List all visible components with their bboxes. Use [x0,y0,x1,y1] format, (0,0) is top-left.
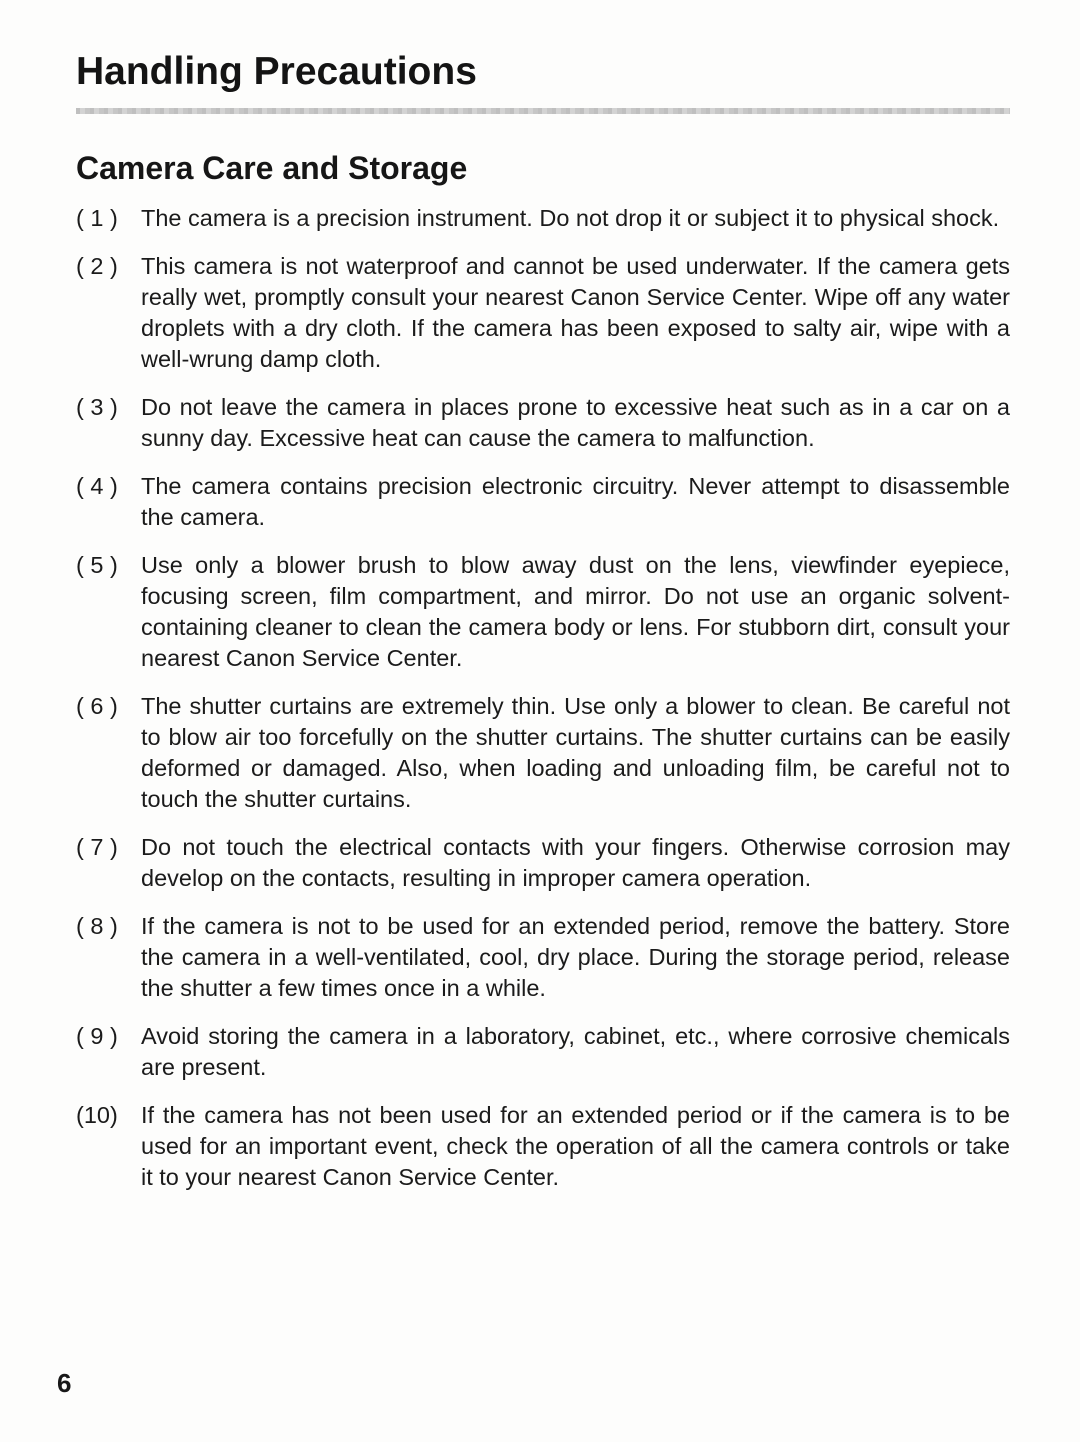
item-text: This camera is not waterproof and cannot be used underwater. If the camera gets really wet, promptly consult your nearest Canon Service Center. Wipe off any water droplets with a dry cloth. If the camera has been exposed to salty air, wipe with a well-wrung damp cloth. [141,253,1010,372]
item-marker: ( 2 ) [76,253,118,279]
item-marker: (10) [76,1102,118,1128]
list-item [76,1021,1010,1083]
item-text: Do not leave the camera in places prone to excessive heat such as in a car on a sunny day. Excessive heat can cause the camera to malfunction. [141,394,1010,451]
list-item [76,691,1010,815]
item-marker: ( 3 ) [76,394,118,420]
page-number: 6 [57,1368,72,1398]
list-item [76,832,1010,894]
item-text: The shutter curtains are extremely thin. Use only a blower to clean. Be careful not to blow air too forcefully on the shutter curtains. The shutter curtains can be easily deformed or damaged. Also, when loading and unloading film, be careful not to touch the shutter curtains. [141,693,1010,812]
list-item [76,550,1010,674]
item-text: The camera is a precision instrument. Do not drop it or subject it to physical shock. [141,205,1000,231]
item-marker: ( 8 ) [76,913,118,939]
list-item [76,251,1010,375]
item-text: The camera contains precision electronic circuitry. Never attempt to disassemble the camera. [141,473,1010,530]
page-title: Handling Precautions [76,50,477,93]
list-item [76,203,1010,234]
list-item [76,471,1010,533]
item-text: If the camera has not been used for an extended period or if the camera is to be used for an important event, check the operation of all the camera controls or take it to your nearest Canon Service Center. [141,1102,1010,1190]
item-text: Do not touch the electrical contacts with your fingers. Otherwise corrosion may develop on the contacts, resulting in improper camera operation. [141,834,1010,891]
item-marker: ( 4 ) [76,473,118,499]
item-marker: ( 6 ) [76,693,118,719]
item-marker: ( 1 ) [76,205,118,231]
item-marker: ( 5 ) [76,552,118,578]
item-text: Avoid storing the camera in a laboratory, cabinet, etc., where corrosive chemicals are present. [141,1023,1010,1080]
list-item [76,911,1010,1004]
list-item [76,392,1010,454]
precaution-list [76,203,1010,1193]
section-divider [76,108,1010,114]
item-marker: ( 9 ) [76,1023,118,1049]
item-marker: ( 7 ) [76,834,118,860]
item-text: If the camera is not to be used for an extended period, remove the battery. Store the camera in a well-ventilated, cool, dry place. During the storage period, release the shutter a few times once in a while. [141,913,1010,1001]
item-text: Use only a blower brush to blow away dust on the lens, viewfinder eyepiece, focusing screen, film compartment, and mirror. Do not use an organic solvent-containing cleaner to clean the camera body or lens. For stubborn dirt, consult your nearest Canon Service Center. [141,552,1010,671]
list-item [76,1100,1010,1193]
section-title: Camera Care and Storage [76,150,468,186]
